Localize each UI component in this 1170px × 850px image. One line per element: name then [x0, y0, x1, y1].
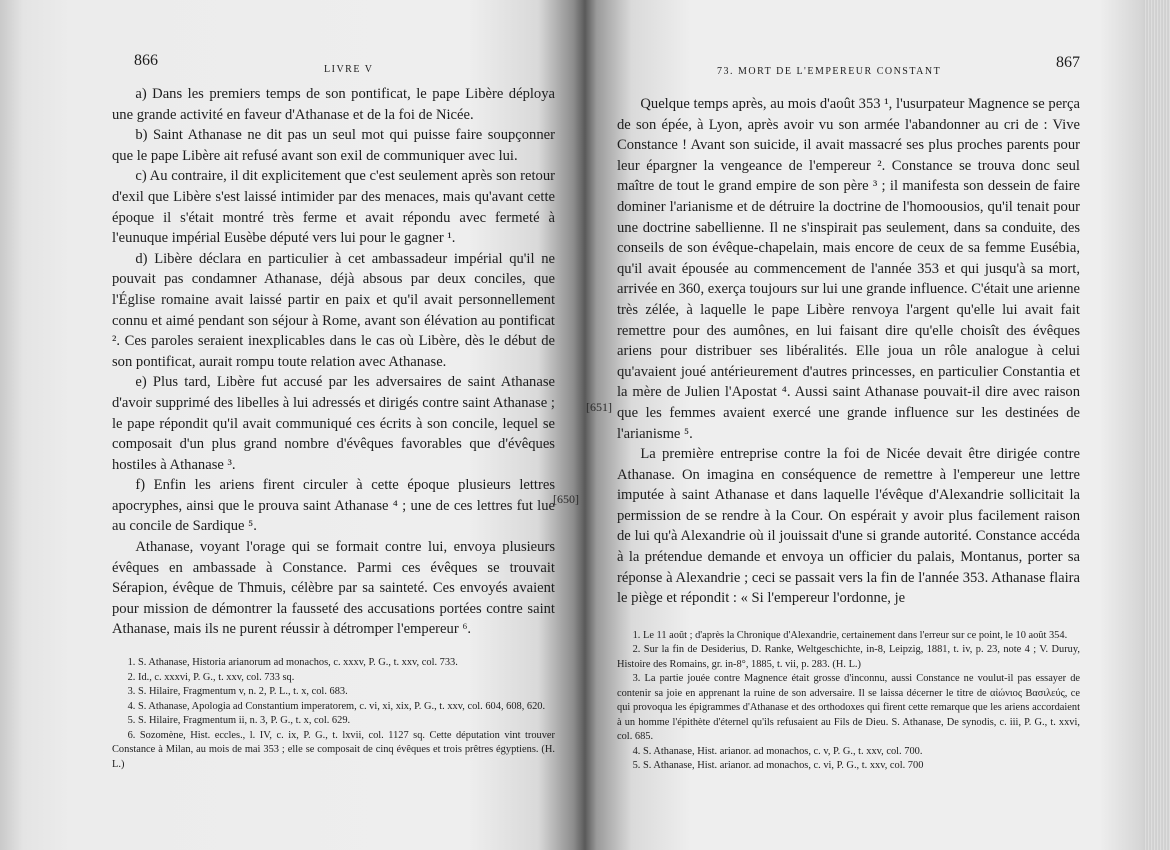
left-paragraph: f) Enfin les ariens firent circuler à cette époque plusieurs lettres apocryphes, ainsi que le prouva saint Athanase ⁴ ; une de ces lettres fut lue au concile de Sardique ⁵. — [112, 477, 555, 535]
footnote: 1. S. Athanase, Historia arianorum ad monachos, c. xxxv, P. G., t. xxv, col. 733. — [127, 657, 458, 669]
right-paragraph: Quelque temps après, au mois d'août 353 ¹, l'usurpateur Magnence se perça de son épée, à Lyon, après avoir vu son armée l'abandonner au cri de : Vive Constance ! Avant son suicide, il avait massacré ses plus proches parents pour leur épargner la vengeance de l'empereur ². Constance se trouva donc seul maître de tout le grand empire de son père ³ ; il manifesta son dessein de faire dominer l'arianisme et de détruire la doctrine de l'homoousios, qu'il tenait pour une doctrine sabellienne. Il ne s'inspirait pas seulement, dans sa conduite, des conseils de son évêque-chapelain, mais encore de ceux de sa femme Eusébia, qu'il avait épousée au commencement de l'année 353 et qui jusqu'à sa mort, arrivée en 360, exerça toujours sur lui une grande influence. C'était une arienne très zélée, à laquelle le pape Libère renvoya l'argent qu'elle lui avait fait remettre pour des aumônes, en lui faisant dire qu'elle choisît des évêques ariens pour distribuer ses libéralités. Elle joua un rôle analogue à celui qu'avaient joué antérieurement d'autres princesses, en particulier Constantia et la mère de Julien l'Apostat ⁴. Aussi saint Athanase pouvait-il dire avec raison que les femmes avaient exercé une grande influence sur les destinées de l'arianisme ⁵. — [617, 96, 1080, 442]
right-running-title: 73. MORT DE L'EMPEREUR CONSTANT — [717, 66, 942, 77]
footnote: 2. Sur la fin de Desiderius, D. Ranke, Weltgeschichte, in-8, Leipzig, 1881, t. iv, p. 23, note 4 ; V. Duruy, Histoire des Romains, gr. in-8°, 1885, t. vii, p. 283. (H. L.) — [617, 644, 1080, 670]
footnote: 1. Le 11 août ; d'après la Chronique d'Alexandrie, certainement dans l'erreur sur ce point, le 10 août 354. — [632, 629, 1068, 641]
footnote: 5. S. Athanase, Hist. arianor. ad monachos, c. vi, P. G., t. xxv, col. 700 — [632, 760, 924, 772]
left-running-title: LIVRE V — [324, 64, 374, 75]
left-paragraph: d) Libère déclara en particulier à cet ambassadeur impérial qu'il ne pouvait pas condamner Athanase, déjà absous par deux conciles, que l'Église romaine avait laissé partir en paix et qu'il avait personnellement connu et aimé pendant son séjour à Rome, avant son élévation au pontificat ². Ces paroles seraient inexplicables dans le cas où Libère, dès le début de son pontificat, aurait rompu toute relation avec Athanase. — [112, 250, 555, 370]
left-paragraph: a) Dans les premiers temps de son pontificat, le pape Libère déploya une grande activité en faveur d'Athanase et de la foi de Nicée. — [112, 86, 555, 123]
right-body-text — [617, 94, 1080, 609]
footnote: 6. Sozomène, Hist. eccles., l. IV, c. ix, P. G., t. lxvii, col. 1127 sq. Cette députation vint trouver Constance à Milan, au mois de mai 353 ; elle se composait de cinq évêques et trois prêtres égyptiens. (H. L.) — [112, 729, 555, 770]
left-paragraph: Athanase, voyant l'orage qui se formait contre lui, envoya plusieurs évêques en ambassade à Constance. Parmi ces évêques se trouvait Sérapion, évêque de Thmuis, célèbre par sa sainteté. Ces envoyés avaient pour mission de démontrer la fausseté des accusations portées contre saint Athanase, mais ils ne purent réussir à détromper l'empereur ⁶. — [112, 539, 555, 638]
left-margin-marker: [650] — [553, 492, 579, 506]
footnote: 3. S. Hilaire, Fragmentum v, n. 2, P. L., t. x, col. 683. — [127, 686, 348, 698]
footnote: 5. S. Hilaire, Fragmentum ii, n. 3, P. G., t. x, col. 629. — [127, 715, 351, 727]
right-margin-marker: [651] — [586, 400, 612, 414]
right-footnotes — [617, 629, 1080, 774]
page-edges-decoration — [1144, 0, 1170, 850]
right-page-number: 867 — [1056, 54, 1080, 71]
footnote: 2. Id., c. xxxvi, P. G., t. xxv, col. 733 sq. — [127, 671, 295, 683]
left-paragraph: b) Saint Athanase ne dit pas un seul mot qui puisse faire soupçonner que le pape Libère ait refusé avant son exil de communiquer avec lui. — [112, 127, 555, 164]
right-running-head — [617, 54, 1080, 82]
footnote: 4. S. Athanase, Apologia ad Constantium imperatorem, c. vi, xi, xix, P. G., t. xxv, col. 604, 608, 620. — [127, 700, 546, 712]
footnote: 4. S. Athanase, Hist. arianor. ad monachos, c. v, P. G., t. xxv, col. 700. — [632, 745, 923, 757]
left-page-number: 866 — [134, 52, 158, 69]
left-body-text — [112, 84, 555, 640]
left-paragraph: c) Au contraire, il dit explicitement que c'est seulement après son retour d'exil que Libère s'est laissé intimider par des menaces, mais qu'avant cette époque il s'était montré très ferme et avait répondu avec fermeté à l'eunuque impérial Eusèbe député vers lui pour le gagner ¹. — [112, 168, 555, 247]
right-paragraph: La première entreprise contre la foi de Nicée devait être dirigée contre Athanase. On imagina en conséquence de remettre à l'empereur une lettre imputée à saint Athanase et dans laquelle l'évêque d'Alexandrie sollicitait la permission de se rendre à la Cour. On espérait y avoir plus facilement raison de lui qu'à Alexandrie où il jouissait d'une si grande autorité. Constance accéda à la prétendue demande et envoya un officier du palais, Montanus, porter sa réponse à Alexandrie ; ceci se passait vers la fin de l'année 353. Athanase flaira le piège et répondit : « Si l'empereur l'ordonne, je — [617, 446, 1080, 607]
left-running-head — [112, 52, 555, 80]
right-page — [585, 0, 1170, 850]
footnote: 3. La partie jouée contre Magnence était grosse d'inconnu, aussi Constance ne voulut-il pas essayer de contenir sa joie en apprenant la ruine de son adversaire. Il se laissa décerner le titre de αἰώνιος Βασιλεύς, ce qui provoqua les épigrammes d'Athanase et des orthodoxes qui firent cette remarque que les ariens accordaient à un homme l'épithète d'éternel qu'ils refusaient au Fils de Dieu. S. Athanase, De synodis, c. iii, P. G., t. xxvi, col. 685. — [617, 673, 1080, 743]
left-footnotes — [112, 656, 555, 772]
left-paragraph: e) Plus tard, Libère fut accusé par les adversaires de saint Athanase d'avoir supprimé des libelles à lui adressés et dirigés contre saint Athanase ; le pape répondit qu'il avait communiqué ces écrits à son concile, lequel se composait d'un plus grand nombre d'évêques favorables que d'évêques hostiles à Athanase ³. — [112, 374, 555, 473]
